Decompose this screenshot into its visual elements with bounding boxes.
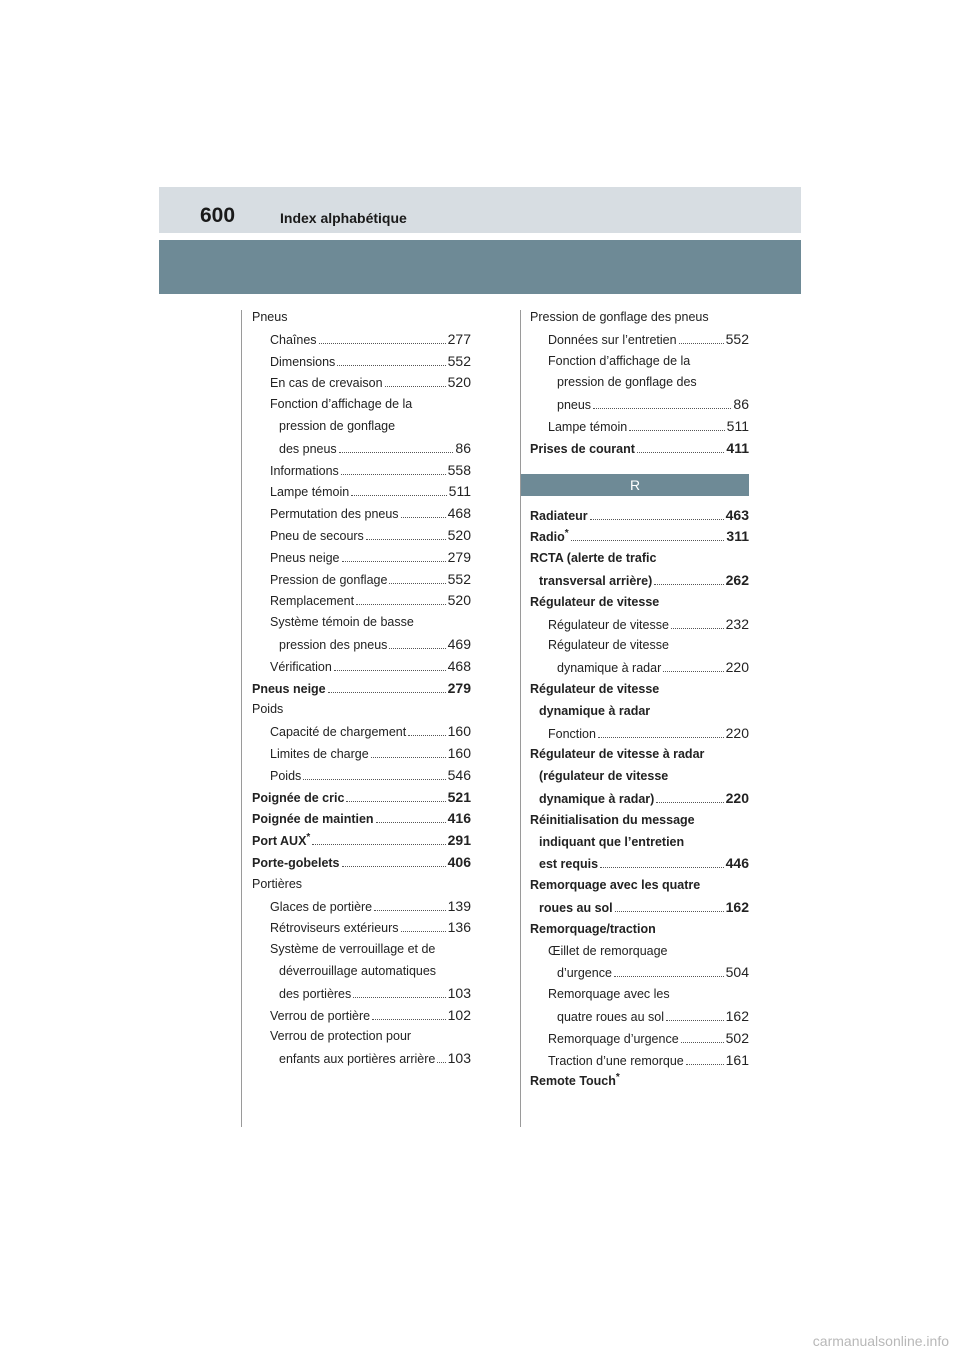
index-entry-page: 469: [447, 635, 471, 652]
index-entry-page: 220: [725, 724, 749, 741]
index-entry-page: 220: [725, 789, 749, 806]
index-entry: [252, 1005, 471, 1027]
dot-leader: [671, 628, 724, 629]
index-entry-text: Fonction d’affichage de la: [548, 353, 691, 368]
index-entry: [252, 961, 471, 983]
index-entry-page: 136: [447, 919, 471, 936]
index-entry-page: 102: [447, 1006, 471, 1023]
index-entry-page: 86: [455, 439, 471, 456]
header-bar: [159, 240, 801, 294]
header-band: [159, 187, 801, 233]
index-entry-text: dynamique à radar: [539, 703, 651, 718]
index-entry-page: 291: [447, 832, 471, 849]
index-entry: [252, 634, 471, 656]
index-entry-page: 161: [725, 1051, 749, 1068]
index-entry-text: Port AUX*: [252, 831, 311, 849]
dot-leader: [593, 408, 731, 409]
index-entry: [530, 1050, 749, 1072]
index-entry: [530, 592, 749, 614]
index-entry: [252, 569, 471, 591]
index-entry: [530, 701, 749, 723]
footnote-star: *: [615, 1072, 620, 1084]
index-entry-page: 511: [448, 483, 471, 500]
index-entry-page: 411: [726, 439, 749, 456]
index-entry-page: 160: [447, 744, 471, 761]
index-entry-text: dynamique à radar): [539, 791, 655, 806]
dot-leader: [342, 866, 446, 867]
index-entry: [252, 351, 471, 373]
index-entry: [252, 1048, 471, 1070]
index-entry: [252, 416, 471, 438]
dot-leader: [385, 386, 446, 387]
index-entry-text: Système témoin de basse: [270, 615, 414, 630]
dot-leader: [600, 867, 724, 868]
index-entry-page: 520: [447, 592, 471, 609]
index-entry: [530, 394, 749, 416]
index-entry-text: pression de gonflage des: [557, 375, 697, 390]
dot-leader: [353, 997, 445, 998]
dot-leader: [351, 495, 446, 496]
index-entry-text: Poids: [252, 702, 284, 717]
index-entry: [252, 983, 471, 1005]
index-entry-text: Remorquage avec les: [548, 987, 670, 1002]
index-entry-text: Pression de gonflage: [270, 572, 388, 587]
index-entry-text: Réinitialisation du message: [530, 812, 695, 827]
index-entry: [252, 460, 471, 482]
dot-leader: [401, 517, 446, 518]
index-entry-text: Porte-gobelets: [252, 855, 340, 870]
index-entry: [530, 853, 749, 875]
dot-leader: [389, 648, 445, 649]
dot-leader: [312, 844, 445, 845]
index-entry-text: Informations: [270, 463, 339, 478]
dot-leader: [372, 1019, 446, 1020]
index-column-right: [530, 307, 749, 1093]
index-entry-text: Fonction d’affichage de la: [270, 397, 413, 412]
index-entry-page: 160: [447, 723, 471, 740]
dot-leader: [666, 1020, 724, 1021]
index-entry: [252, 787, 471, 809]
index-entry-text: Chaînes: [270, 332, 317, 347]
index-entry-page: 279: [447, 679, 471, 696]
dot-leader: [401, 931, 446, 932]
index-entry-text: Régulateur de vitesse: [548, 617, 669, 632]
index-entry-page: 511: [726, 417, 749, 434]
index-entry: [252, 394, 471, 416]
index-entry: [252, 765, 471, 787]
index-entry: [252, 525, 471, 547]
index-entry-page: 552: [725, 330, 749, 347]
index-entry-text: Pression de gonflage des pneus: [530, 310, 709, 324]
dot-leader: [356, 604, 446, 605]
index-entry-page: 446: [725, 855, 749, 872]
dot-leader: [663, 671, 723, 672]
index-entry-text: Remorquage d’urgence: [548, 1031, 679, 1046]
index-entry-page: 552: [447, 352, 471, 369]
index-entry-page: 220: [725, 659, 749, 676]
index-column-left: [252, 307, 471, 1070]
footnote-star: *: [306, 831, 311, 843]
index-entry: [530, 679, 749, 701]
index-entry: [530, 505, 749, 527]
index-entry-page: 546: [447, 766, 471, 783]
index-entry-text: Lampe témoin: [270, 485, 350, 500]
index-entry: [530, 1006, 749, 1028]
index-entry-text: pression des pneus: [279, 637, 388, 652]
index-entry: [252, 503, 471, 525]
index-entry: [530, 548, 749, 570]
index-entry: [252, 939, 471, 961]
index-entry-text: Régulateur de vitesse: [530, 681, 660, 696]
index-entry: [252, 547, 471, 569]
dot-leader: [334, 670, 446, 671]
index-entry-text: Rétroviseurs extérieurs: [270, 921, 399, 936]
index-entry-text: Dimensions: [270, 354, 336, 369]
dot-leader: [656, 802, 723, 803]
index-entry-text: Verrou de protection pour: [270, 1029, 412, 1044]
index-entry-text: Vérification: [270, 659, 332, 674]
index-entry-text: Pneus neige: [270, 550, 340, 565]
index-entry-text: Pneus: [252, 310, 288, 324]
dot-leader: [341, 474, 446, 475]
dot-leader: [654, 584, 723, 585]
index-entry-page: 552: [447, 570, 471, 587]
index-entry: [530, 788, 749, 810]
index-entry: [252, 481, 471, 503]
index-entry-page: 520: [447, 374, 471, 391]
watermark: carmanualsonline.info: [812, 1333, 949, 1349]
index-entry-page: 416: [447, 810, 471, 827]
index-entry: [530, 832, 749, 854]
dot-leader: [629, 430, 724, 431]
index-entry-text: Permutation des pneus: [270, 507, 399, 522]
dot-leader: [337, 365, 445, 366]
index-entry: [530, 416, 749, 438]
index-entry-text: pneus: [557, 398, 592, 413]
index-entry-page: 406: [447, 853, 471, 870]
index-entry-page: 232: [725, 615, 749, 632]
index-entry-page: 504: [725, 964, 749, 981]
index-entry: [530, 657, 749, 679]
index-entry: [252, 372, 471, 394]
dot-leader: [342, 561, 446, 562]
index-entry-page: 468: [447, 505, 471, 522]
dot-leader: [686, 1064, 724, 1065]
index-entry: [252, 743, 471, 765]
index-entry-text: Verrou de portière: [270, 1008, 371, 1023]
index-entry-page: 277: [447, 330, 471, 347]
dot-leader: [614, 976, 724, 977]
index-entry-page: 311: [726, 528, 749, 545]
index-entry-page: 521: [447, 788, 471, 805]
index-entry-text: Pneu de secours: [270, 528, 364, 543]
index-entry-page: 139: [447, 897, 471, 914]
index-entry-text: Remote Touch*: [530, 1072, 620, 1089]
index-entry-text: Remplacement: [270, 594, 355, 609]
index-entry-page: 262: [725, 571, 749, 588]
dot-leader: [408, 735, 445, 736]
index-entry-page: 103: [447, 1050, 471, 1067]
index-entry: [530, 570, 749, 592]
dot-leader: [681, 1042, 724, 1043]
index-entry-text: (régulateur de vitesse: [539, 769, 669, 784]
index-entry-text: Limites de charge: [270, 746, 369, 761]
index-entry-text: indiquant que l’entretien: [539, 834, 685, 849]
index-entry: [252, 656, 471, 678]
index-entry: [530, 810, 749, 832]
column-divider-right: [520, 310, 521, 1127]
index-entry: [252, 307, 471, 329]
index-entry-text: Lampe témoin: [548, 419, 628, 434]
index-entry: [530, 941, 749, 963]
index-entry: [530, 919, 749, 941]
index-entry-text: Données sur l’entretien: [548, 332, 677, 347]
index-entry-text: Régulateur de vitesse: [548, 638, 669, 653]
index-entry-text: quatre roues au sol: [557, 1009, 665, 1024]
dot-leader: [637, 452, 725, 453]
index-entry-text: RCTA (alerte de trafic: [530, 551, 657, 566]
dot-leader: [303, 779, 445, 780]
index-entry-text: Traction d’une remorque: [548, 1053, 684, 1068]
index-entry: [530, 875, 749, 897]
index-entry-text: Régulateur de vitesse: [530, 594, 660, 609]
index-entry: [530, 766, 749, 788]
index-entry-page: 463: [725, 506, 749, 523]
dot-leader: [679, 343, 724, 344]
index-entry-text: Système de verrouillage et de: [270, 942, 436, 957]
dot-leader: [389, 583, 445, 584]
dot-leader: [346, 801, 445, 802]
index-entry: [530, 962, 749, 984]
index-entry-text: Régulateur de vitesse à radar: [530, 747, 705, 762]
section-header-r: R: [521, 474, 749, 496]
index-entry-page: 162: [725, 898, 749, 915]
page-title: Index alphabétique: [280, 210, 407, 226]
index-entry-text: Capacité de chargement: [270, 725, 407, 740]
index-entry-text: Remorquage/traction: [530, 921, 656, 936]
index-entry: [252, 678, 471, 700]
index-entry-page: 279: [447, 548, 471, 565]
index-entry: [530, 723, 749, 745]
dot-leader: [590, 519, 724, 520]
index-entry-page: 103: [447, 984, 471, 1001]
dot-leader: [374, 910, 446, 911]
index-entry-text: déverrouillage automatiques: [279, 963, 437, 978]
footnote-star: *: [564, 528, 569, 540]
column-divider-left: [241, 310, 242, 1127]
index-entry: [530, 438, 749, 460]
index-entry-text: Poids: [270, 768, 302, 783]
index-entry-text: enfants aux portières arrière: [279, 1052, 436, 1067]
index-entry-text: des pneus: [279, 441, 337, 456]
index-entry: [252, 1026, 471, 1048]
index-entry-text: En cas de crevaison: [270, 376, 383, 391]
index-entry-text: est requis: [539, 857, 599, 872]
dot-leader: [598, 737, 724, 738]
index-entry: [252, 590, 471, 612]
index-entry-text: transversal arrière): [539, 573, 653, 588]
index-entry-text: Radio*: [530, 528, 569, 545]
index-entry-text: Pneus neige: [252, 681, 326, 696]
index-entry-text: Fonction: [548, 726, 596, 741]
index-entry-page: 162: [725, 1007, 749, 1024]
index-entry: [252, 612, 471, 634]
index-entry: [530, 744, 749, 766]
index-entry: [252, 830, 471, 852]
dot-leader: [328, 692, 446, 693]
page-number: 600: [200, 204, 236, 227]
dot-leader: [376, 822, 446, 823]
index-entry: [530, 1071, 749, 1093]
index-entry-text: Portières: [252, 876, 303, 891]
dot-leader: [339, 452, 454, 453]
index-entry-page: 502: [725, 1029, 749, 1046]
index-entry: [252, 329, 471, 351]
index-entry: [252, 874, 471, 896]
index-entry: [252, 721, 471, 743]
index-entry-page: 86: [733, 396, 749, 413]
index-entry: [530, 351, 749, 373]
index-entry-page: 520: [447, 526, 471, 543]
index-entry-page: 468: [447, 657, 471, 674]
index-entry-text: pression de gonflage: [279, 418, 396, 433]
index-entry: [530, 329, 749, 351]
dot-leader: [371, 757, 446, 758]
index-entry: [252, 438, 471, 460]
index-entry-text: Œillet de remorquage: [548, 943, 668, 958]
index-entry-text: Poignée de maintien: [252, 812, 374, 827]
index-entry: [252, 896, 471, 918]
dot-leader: [366, 539, 446, 540]
index-entry: [530, 897, 749, 919]
index-entry-page: 558: [447, 461, 471, 478]
dot-leader: [571, 540, 725, 541]
index-entry: [252, 808, 471, 830]
index-entry-text: Prises de courant: [530, 441, 635, 456]
index-entry: [252, 852, 471, 874]
index-entry-text: Remorquage avec les quatre: [530, 878, 701, 893]
dot-leader: [319, 343, 446, 344]
index-entry-text: roues au sol: [539, 900, 613, 915]
index-entry: [530, 372, 749, 394]
index-entry: [530, 1028, 749, 1050]
index-entry: [252, 699, 471, 721]
index-entry-text: Radiateur: [530, 508, 588, 523]
index-entry-text: Poignée de cric: [252, 790, 345, 805]
dot-leader: [437, 1062, 445, 1063]
index-entry: [530, 526, 749, 548]
index-entry-text: dynamique à radar: [557, 661, 662, 676]
dot-leader: [615, 911, 724, 912]
index-entry: [530, 307, 749, 329]
index-entry: [530, 984, 749, 1006]
index-entry: [530, 635, 749, 657]
index-entry-text: d’urgence: [557, 966, 612, 981]
index-entry-text: Glaces de portière: [270, 899, 373, 914]
index-entry: [252, 917, 471, 939]
index-entry-text: des portières: [279, 986, 352, 1001]
index-entry: [530, 614, 749, 636]
